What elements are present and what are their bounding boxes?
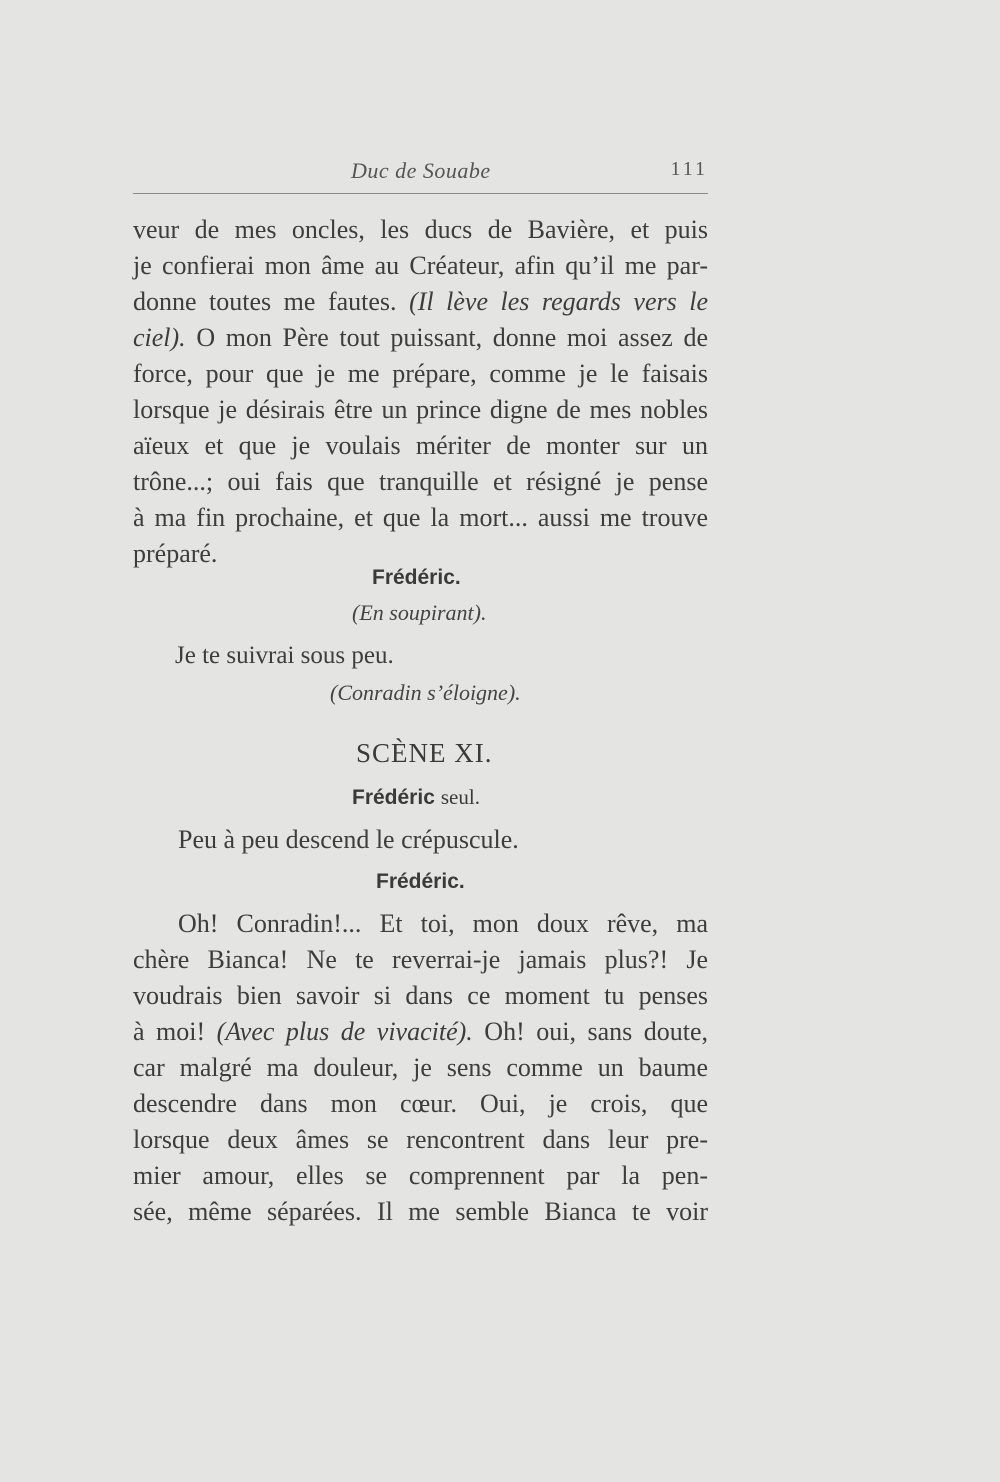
stage-direction: (Il lève les regards vers le <box>409 287 709 316</box>
text-line: voudrais bien savoir si dans ce moment tu penses <box>133 981 708 1010</box>
text-line <box>133 320 708 356</box>
running-head <box>133 158 708 186</box>
text-line: Oh! Conradin!... Et toi, mon doux rêve, ma <box>178 909 708 938</box>
text-line: descendre dans mon cœur. Oui, je crois, que <box>133 1089 708 1118</box>
stage-direction: (Conradin s’éloigne). <box>330 680 521 705</box>
narration: Peu à peu descend le crépuscule. <box>178 825 519 854</box>
text-line: chère Bianca! Ne te reverrai-je jamais plus?! Je <box>133 945 708 974</box>
text-line <box>133 284 708 320</box>
speaker-name: Frédéric. <box>376 870 465 893</box>
text-line: je confierai mon âme au Créateur, afin qu’il me par- <box>133 251 708 280</box>
text-line: aïeux et que je voulais mériter de monter sur un <box>133 431 708 460</box>
speaker-name: Frédéric. <box>372 566 461 589</box>
text-segment: O mon Père tout puissant, donne moi assez de <box>196 323 708 352</box>
text-line: veur de mes oncles, les ducs de Bavière, et puis <box>133 215 708 244</box>
header-rule <box>133 193 708 194</box>
page-number: 111 <box>670 158 708 180</box>
text-line: car malgré ma douleur, je sens comme un baume <box>133 1053 708 1082</box>
text-line <box>133 1014 708 1050</box>
text-line: force, pour que je me prépare, comme je le faisais <box>133 359 708 388</box>
text-segment: à moi! <box>133 1017 206 1046</box>
running-title: Duc de Souabe <box>351 158 491 183</box>
text-line: à ma fin prochaine, et que la mort... aussi me trouve <box>133 503 708 532</box>
text-segment: donne toutes me fautes. <box>133 287 397 316</box>
stage-direction: ciel). <box>133 323 186 352</box>
text-line: préparé. <box>133 539 218 568</box>
text-line: sée, même séparées. Il me semble Bianca te voir <box>133 1197 708 1226</box>
text-line: trône...; oui fais que tranquille et résigné je pense <box>133 467 708 496</box>
text-segment: Oh! oui, sans doute, <box>484 1017 709 1046</box>
speaker-heading <box>352 785 480 810</box>
speaker-name: Frédéric <box>352 786 435 809</box>
speaker-note: seul. <box>440 785 480 809</box>
dialogue-line: Je te suivrai sous peu. <box>175 642 394 669</box>
stage-direction: (En soupirant). <box>352 600 487 625</box>
text-line: mier amour, elles se comprennent par la pen- <box>133 1161 708 1190</box>
stage-direction: (Avec plus de vivacité). <box>216 1017 473 1046</box>
scene-heading: SCÈNE XI. <box>356 738 493 768</box>
text-line: lorsque deux âmes se rencontrent dans leur pre- <box>133 1125 708 1154</box>
text-line: lorsque je désirais être un prince digne de mes nobles <box>133 395 708 424</box>
